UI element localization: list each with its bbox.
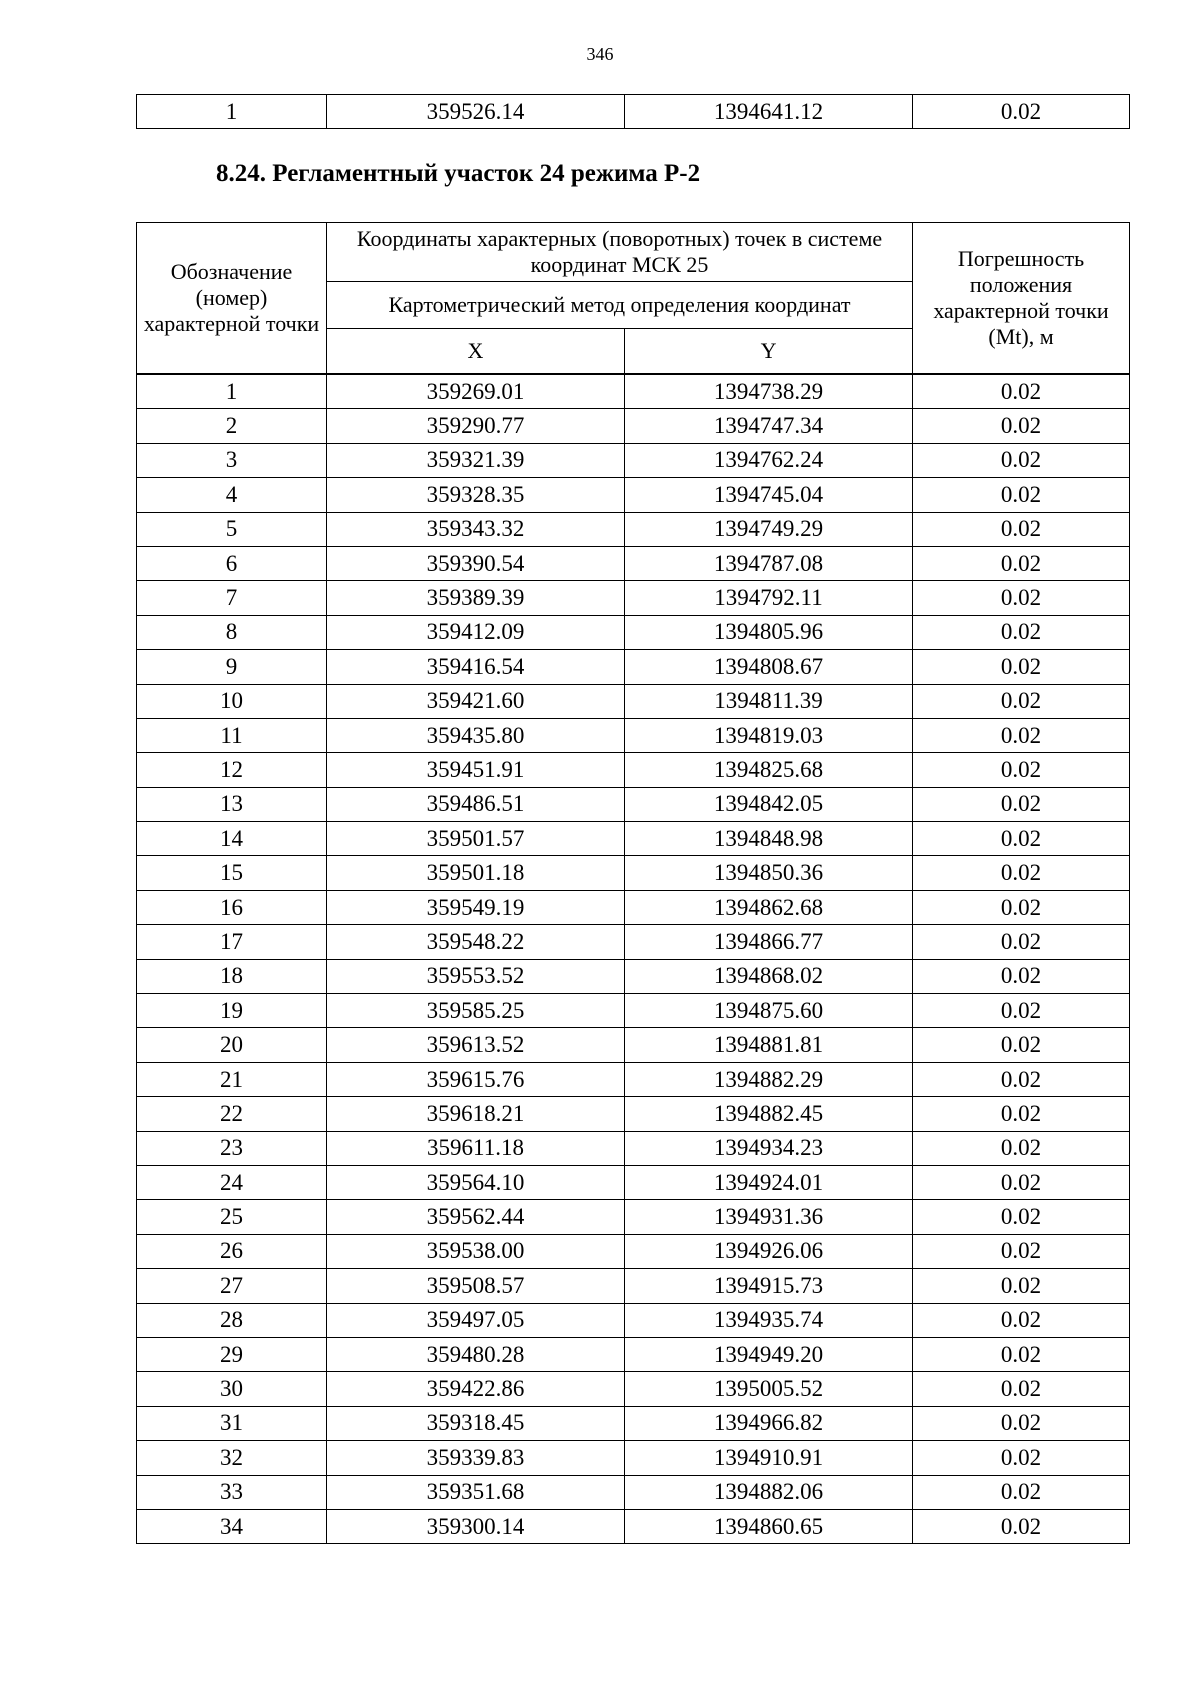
point-number-cell: 34 <box>137 1509 327 1543</box>
y-coordinate-cell: 1394866.77 <box>625 925 913 959</box>
x-coordinate-cell: 359290.77 <box>327 409 625 443</box>
y-coordinate-cell: 1394882.45 <box>625 1097 913 1131</box>
point-number-cell: 5 <box>137 512 327 546</box>
table-row <box>137 684 1130 718</box>
y-coordinate-cell: 1394762.24 <box>625 443 913 477</box>
y-header: Y <box>625 329 913 375</box>
error-cell: 0.02 <box>913 822 1130 856</box>
error-cell: 0.02 <box>913 684 1130 718</box>
table-row <box>137 1269 1130 1303</box>
error-cell: 0.02 <box>913 650 1130 684</box>
point-number-cell: 29 <box>137 1337 327 1371</box>
point-number-cell: 16 <box>137 890 327 924</box>
error-header: Погрешность положения характерной точки (Mt), м <box>913 223 1130 375</box>
x-coordinate-cell: 359486.51 <box>327 787 625 821</box>
y-coordinate-cell: 1394926.06 <box>625 1234 913 1268</box>
error-cell: 0.02 <box>913 512 1130 546</box>
point-number-cell: 24 <box>137 1165 327 1199</box>
y-coordinate-cell: 1394842.05 <box>625 787 913 821</box>
y-coordinate-cell: 1394966.82 <box>625 1406 913 1440</box>
error-cell: 0.02 <box>913 1475 1130 1509</box>
point-number-cell: 19 <box>137 994 327 1028</box>
point-number-cell: 1 <box>137 374 327 409</box>
y-coordinate-cell: 1394850.36 <box>625 856 913 890</box>
x-coordinate-cell: 359422.86 <box>327 1372 625 1406</box>
table-row <box>137 1372 1130 1406</box>
page-number: 346 <box>586 44 614 64</box>
error-cell: 0.02 <box>913 959 1130 993</box>
point-number-cell: 20 <box>137 1028 327 1062</box>
table-row <box>137 1509 1130 1543</box>
error-cell: 0.02 <box>913 1372 1130 1406</box>
table-row <box>137 753 1130 787</box>
point-number-cell: 1 <box>137 95 327 129</box>
table-row <box>137 443 1130 477</box>
x-coordinate-cell: 359321.39 <box>327 443 625 477</box>
y-coordinate-cell: 1394949.20 <box>625 1337 913 1371</box>
point-number-cell: 9 <box>137 650 327 684</box>
table-row <box>137 409 1130 443</box>
error-cell: 0.02 <box>913 546 1130 580</box>
x-coordinate-cell: 359480.28 <box>327 1337 625 1371</box>
error-cell: 0.02 <box>913 1441 1130 1475</box>
y-coordinate-cell: 1394792.11 <box>625 581 913 615</box>
error-cell: 0.02 <box>913 925 1130 959</box>
error-cell: 0.02 <box>913 1062 1130 1096</box>
point-number-cell: 30 <box>137 1372 327 1406</box>
error-cell: 0.02 <box>913 856 1130 890</box>
x-coordinate-cell: 359618.21 <box>327 1097 625 1131</box>
table-row <box>137 1475 1130 1509</box>
x-coordinate-cell: 359611.18 <box>327 1131 625 1165</box>
table-row <box>137 95 1130 129</box>
point-number-cell: 14 <box>137 822 327 856</box>
x-coordinate-cell: 359328.35 <box>327 478 625 512</box>
point-number-cell: 17 <box>137 925 327 959</box>
y-coordinate-cell: 1394808.67 <box>625 650 913 684</box>
point-number-cell: 22 <box>137 1097 327 1131</box>
y-coordinate-cell: 1394875.60 <box>625 994 913 1028</box>
point-number-cell: 2 <box>137 409 327 443</box>
coordinates-header: Координаты характерных (поворотных) точек в системе координат МСК 25 <box>327 223 913 282</box>
table-row <box>137 1337 1130 1371</box>
point-number-cell: 33 <box>137 1475 327 1509</box>
error-cell: 0.02 <box>913 478 1130 512</box>
error-cell: 0.02 <box>913 409 1130 443</box>
error-cell: 0.02 <box>913 1200 1130 1234</box>
x-coordinate-cell: 359435.80 <box>327 718 625 752</box>
x-coordinate-cell: 359585.25 <box>327 994 625 1028</box>
error-cell: 0.02 <box>913 615 1130 649</box>
error-cell: 0.02 <box>913 1028 1130 1062</box>
error-cell: 0.02 <box>913 1165 1130 1199</box>
table-row <box>137 890 1130 924</box>
x-coordinate-cell: 359343.32 <box>327 512 625 546</box>
point-number-cell: 12 <box>137 753 327 787</box>
point-number-cell: 6 <box>137 546 327 580</box>
x-coordinate-cell: 359562.44 <box>327 1200 625 1234</box>
table-row <box>137 1028 1130 1062</box>
table-row <box>137 1165 1130 1199</box>
point-number-cell: 4 <box>137 478 327 512</box>
table-row <box>137 1131 1130 1165</box>
y-coordinate-cell: 1394738.29 <box>625 374 913 409</box>
y-coordinate-cell: 1394641.12 <box>625 95 913 129</box>
point-number-cell: 25 <box>137 1200 327 1234</box>
continued-table <box>136 94 1130 129</box>
y-coordinate-cell: 1394805.96 <box>625 615 913 649</box>
y-coordinate-cell: 1394881.81 <box>625 1028 913 1062</box>
y-coordinate-cell: 1394868.02 <box>625 959 913 993</box>
x-header: X <box>327 329 625 375</box>
y-coordinate-cell: 1394862.68 <box>625 890 913 924</box>
y-coordinate-cell: 1394811.39 <box>625 684 913 718</box>
y-coordinate-cell: 1394749.29 <box>625 512 913 546</box>
point-number-cell: 18 <box>137 959 327 993</box>
x-coordinate-cell: 359613.52 <box>327 1028 625 1062</box>
error-cell: 0.02 <box>913 1269 1130 1303</box>
table-row <box>137 1097 1130 1131</box>
x-coordinate-cell: 359548.22 <box>327 925 625 959</box>
y-coordinate-cell: 1394825.68 <box>625 753 913 787</box>
y-coordinate-cell: 1394910.91 <box>625 1441 913 1475</box>
x-coordinate-cell: 359615.76 <box>327 1062 625 1096</box>
y-coordinate-cell: 1394819.03 <box>625 718 913 752</box>
point-number-cell: 8 <box>137 615 327 649</box>
table-row <box>137 1200 1130 1234</box>
x-coordinate-cell: 359339.83 <box>327 1441 625 1475</box>
point-number-cell: 27 <box>137 1269 327 1303</box>
table-row <box>137 1441 1130 1475</box>
table-row <box>137 787 1130 821</box>
x-coordinate-cell: 359421.60 <box>327 684 625 718</box>
error-cell: 0.02 <box>913 753 1130 787</box>
error-cell: 0.02 <box>913 890 1130 924</box>
x-coordinate-cell: 359416.54 <box>327 650 625 684</box>
y-coordinate-cell: 1394924.01 <box>625 1165 913 1199</box>
error-cell: 0.02 <box>913 581 1130 615</box>
coordinates-table <box>136 222 1130 1544</box>
error-cell: 0.02 <box>913 1131 1130 1165</box>
x-coordinate-cell: 359538.00 <box>327 1234 625 1268</box>
x-coordinate-cell: 359269.01 <box>327 374 625 409</box>
table-row <box>137 994 1130 1028</box>
error-cell: 0.02 <box>913 1509 1130 1543</box>
table-row <box>137 822 1130 856</box>
x-coordinate-cell: 359508.57 <box>327 1269 625 1303</box>
point-number-cell: 3 <box>137 443 327 477</box>
table-row <box>137 478 1130 512</box>
error-cell: 0.02 <box>913 1406 1130 1440</box>
point-designation-header: Обозначение (номер) характерной точки <box>137 223 327 375</box>
x-coordinate-cell: 359300.14 <box>327 1509 625 1543</box>
x-coordinate-cell: 359390.54 <box>327 546 625 580</box>
error-cell: 0.02 <box>913 95 1130 129</box>
error-cell: 0.02 <box>913 374 1130 409</box>
point-number-cell: 26 <box>137 1234 327 1268</box>
x-coordinate-cell: 359451.91 <box>327 753 625 787</box>
x-coordinate-cell: 359389.39 <box>327 581 625 615</box>
x-coordinate-cell: 359501.18 <box>327 856 625 890</box>
table-row <box>137 1062 1130 1096</box>
table-row <box>137 581 1130 615</box>
error-cell: 0.02 <box>913 718 1130 752</box>
x-coordinate-cell: 359553.52 <box>327 959 625 993</box>
point-number-cell: 13 <box>137 787 327 821</box>
x-coordinate-cell: 359501.57 <box>327 822 625 856</box>
error-cell: 0.02 <box>913 787 1130 821</box>
x-coordinate-cell: 359564.10 <box>327 1165 625 1199</box>
error-cell: 0.02 <box>913 443 1130 477</box>
error-cell: 0.02 <box>913 1234 1130 1268</box>
y-coordinate-cell: 1394747.34 <box>625 409 913 443</box>
method-header: Картометрический метод определения координат <box>327 282 913 329</box>
y-coordinate-cell: 1394931.36 <box>625 1200 913 1234</box>
point-number-cell: 32 <box>137 1441 327 1475</box>
point-number-cell: 28 <box>137 1303 327 1337</box>
section-title: 8.24. Регламентный участок 24 режима Р-2 <box>216 160 701 187</box>
table-row <box>137 1303 1130 1337</box>
table-row <box>137 650 1130 684</box>
error-cell: 0.02 <box>913 1337 1130 1371</box>
y-coordinate-cell: 1394934.23 <box>625 1131 913 1165</box>
y-coordinate-cell: 1394882.29 <box>625 1062 913 1096</box>
table-row <box>137 959 1130 993</box>
point-number-cell: 10 <box>137 684 327 718</box>
error-cell: 0.02 <box>913 1303 1130 1337</box>
error-cell: 0.02 <box>913 994 1130 1028</box>
y-coordinate-cell: 1394860.65 <box>625 1509 913 1543</box>
x-coordinate-cell: 359412.09 <box>327 615 625 649</box>
table-row <box>137 1406 1130 1440</box>
y-coordinate-cell: 1394787.08 <box>625 546 913 580</box>
y-coordinate-cell: 1395005.52 <box>625 1372 913 1406</box>
y-coordinate-cell: 1394848.98 <box>625 822 913 856</box>
x-coordinate-cell: 359497.05 <box>327 1303 625 1337</box>
point-number-cell: 21 <box>137 1062 327 1096</box>
table-row <box>137 718 1130 752</box>
point-number-cell: 11 <box>137 718 327 752</box>
point-number-cell: 31 <box>137 1406 327 1440</box>
x-coordinate-cell: 359549.19 <box>327 890 625 924</box>
point-number-cell: 15 <box>137 856 327 890</box>
table-row <box>137 856 1130 890</box>
y-coordinate-cell: 1394915.73 <box>625 1269 913 1303</box>
table-row <box>137 1234 1130 1268</box>
point-number-cell: 23 <box>137 1131 327 1165</box>
y-coordinate-cell: 1394745.04 <box>625 478 913 512</box>
table-row <box>137 925 1130 959</box>
table-row <box>137 546 1130 580</box>
x-coordinate-cell: 359351.68 <box>327 1475 625 1509</box>
x-coordinate-cell: 359526.14 <box>327 95 625 129</box>
table-row <box>137 615 1130 649</box>
x-coordinate-cell: 359318.45 <box>327 1406 625 1440</box>
table-row <box>137 512 1130 546</box>
point-number-cell: 7 <box>137 581 327 615</box>
y-coordinate-cell: 1394935.74 <box>625 1303 913 1337</box>
error-cell: 0.02 <box>913 1097 1130 1131</box>
table-row <box>137 374 1130 409</box>
y-coordinate-cell: 1394882.06 <box>625 1475 913 1509</box>
